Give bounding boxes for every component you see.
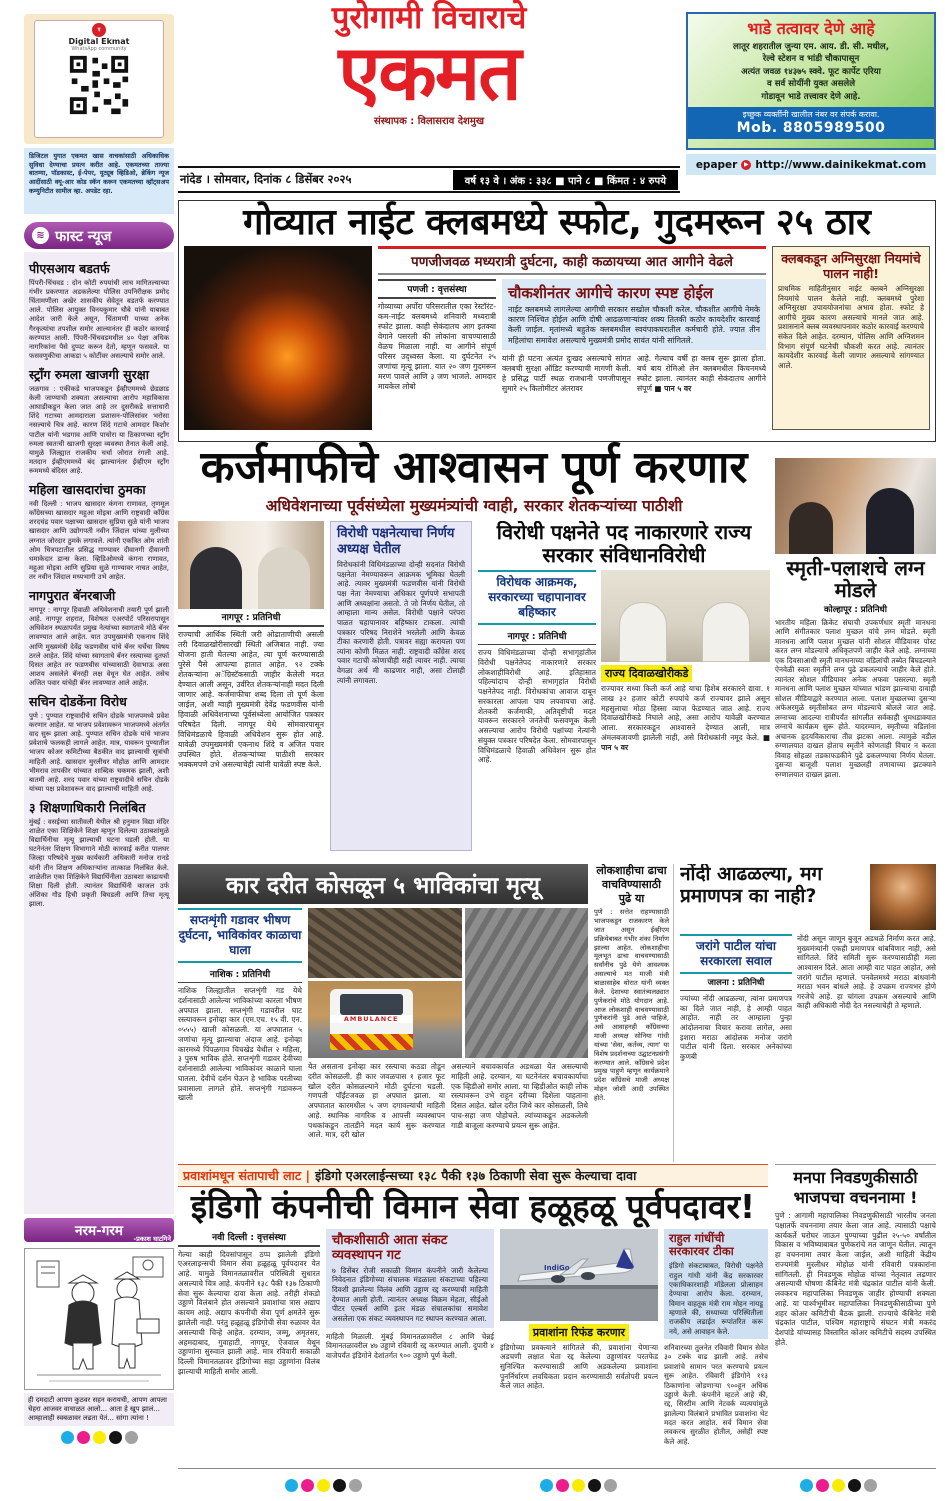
story-smriti-palash <box>775 458 936 862</box>
rahul-gandhi-box <box>664 1229 768 1339</box>
ad-line: रेल्वे स्टेशन व भांडी चौकापासून <box>762 54 860 65</box>
masthead <box>180 2 678 127</box>
karj-body: राज्याची आर्थिक स्थिती जरी ओढाताणीची असली तरी दिवाळखोरीसारखी स्थिती अजिबात नाही. ज्या योजना हाती घेतल्या आहेत, त्या पूर्ण करण्यासाठी पुरेसे पैसे आपल्या हातात आहेत. ९२ टक्के शेतकऱ्यांना अॅग्रिस्टॅकसाठी जाहीर केलेली मदत देण्यात आली असून, उर्वरित शेतकऱ्यांनाही मदत दिली जाणार आहे. कर्जमाफीचा शब्द दिला तो पूर्ण केला जाईल, अशी ग्वाही मुख्यमंत्री देवेंद्र फडणवीस यांनी हिवाळी अधिवेशनाच्या पूर्वसंध्येला आयोजित पत्रकार परिषदेत दिली. नागपूर येथे सोमवारपासून विधिमंडळाचे हिवाळी अधिवेशन सुरू होत आहे. यावेळी उपमुख्यमंत्री एकनाथ शिंदे व अजित पवार उपस्थित होते. शेतकऱ्यांच्या पाठीशी सरकार भक्कमपणे उभे असल्याचेही त्यांनी यावेळी स्पष्ट केले. <box>178 630 324 770</box>
epaper-icon: ▶ <box>741 160 751 170</box>
democracy-headline: लोकशाहीचा ढाचा वाचविण्यासाठी पुढे या <box>596 864 667 905</box>
fast-news-item-title: ३ शिक्षणाधिकारी निलंबित <box>29 800 146 816</box>
cm-dcm-photo <box>178 521 324 609</box>
goa-body-col3 <box>637 354 766 394</box>
democracy-body: पुणे : सत्तेत राहण्यासाठी भाजपकडून राजकारण केले जात असून ईव्हीएम प्रक्रियेबाबत गंभीर शंका निर्माण झाल्या आहेत. लोकशाहीचा मूलभूत ढाचा वाचवण्यासाठी सर्वांनीच पुढे येणे आवश्यक असल्याचे मत माजी मंत्री बाळासाहेब थोरात यांनी व्यक्त केले. देशाच्या स्वातंत्र्यलढ्यात पुणेकरांचे मोठे योगदान आहे. आज लोकशाही वाचवण्यासाठी पुणेकरांनी पुढे आले पाहिजे, असे आवाहनही काँग्रेसच्या माजी अध्यक्ष सोनिया गांधी यांच्या 'सेवा, कर्तव्य, त्याग' या विशेष प्रदर्शनाच्या उद्घाटनप्रसंगी करण्यात आले. काँग्रेसचे प्रदेश प्रमुख पाहुणे म्हणून कार्यक्रमाने प्रदेश काँग्रेसचे माजी अध्यक्ष मोहन जोशी आदी उपस्थित होते. <box>594 908 669 1102</box>
goa-headline: गोव्यात नाईट क्लबमध्ये स्फोट, गुदमरून २५ ठार <box>243 202 871 243</box>
ambulance-van-icon <box>330 989 413 1051</box>
founder-line: संस्थापक : विलासराव देशमुख <box>373 115 485 127</box>
debris-photo <box>465 908 588 1058</box>
cartoon-header <box>24 1218 174 1242</box>
magenta-dot-icon <box>77 1431 90 1444</box>
jarange-dateline: जालना : प्रतिनिधी <box>680 977 792 991</box>
ad-contact-strip <box>688 107 934 139</box>
goa-body-col1: गोव्याच्या अर्पोरा परिसरातील एका रेस्टॉरंट-कम-नाईट क्लबमध्ये शनिवारी मध्यरात्री स्फोट झाला. काही सेकंदातच आग इतक्या वेगाने पसरली की लोकांना वाचण्यासाठी वेळच मिळाला नाही. या आगीने संपूर्ण परिसर उद्ध्वस्त केला. या दुर्घटनेत २५ जणांचा मृत्यू झाला. यात २० जण गुदमरून मरण पावले आणि ३ जण भाजले. आमदार मायकेल लोबो <box>378 301 496 391</box>
jarange-headline: नोंदी आढळल्या, मग प्रमाणपत्र का नाही? <box>680 864 823 907</box>
manapa-headline: मनपा निवडणुकीसाठी भाजपचा वचननामा ! <box>793 1168 918 1207</box>
qr-title: Digital Ekmat <box>68 37 130 46</box>
indigo-body-col4: शनिवारच्या तुलनेत रविवारी विमान सेवेत ३० टक्के वाढ झाली आहे. तसेच प्रवाशांचे सामान परत करण्याचे प्रयत्न सुरू आहेत. रविवारी इंडिगोने ११३ ठिकाणांना जोडणाऱ्या ९००हून अधिक उड्डाणे केली. कंपनीने म्हटले आहे की, रद्द, सिस्टीम आणि नेटवर्क व्यत्ययांमुळे झालेल्या विलंबाने प्रभावित प्रवाशांना थेट मदत करत आहोत. सर्व विमान सेवा लवकरच सुरळीत होतील, असेही स्पष्ट केले आहे. <box>664 1343 768 1446</box>
rahul-box-body: इंडिगो संकटाबाबत, विरोधी पक्षनेते राहुल गांधी यांनी केंद्र सरकारवर एकाधिकारशाही मॉडेलला प्रोत्साहन देण्याचा आरोप केला. दरम्यान, विमान वाहतूक मंत्री राम मोहन नायडू म्हणाले की, सध्याच्या परिस्थितीला राजकीय लढाईत रूपांतरित करू नये, असे आवाहन केले. <box>669 1261 763 1336</box>
fire-safety-box <box>772 246 930 430</box>
press-conference-photo <box>601 570 770 662</box>
digital-ekmat-qr-panel <box>24 14 174 144</box>
qr-code-icon <box>68 54 130 116</box>
fire-safety-body: प्राथमिक माहितीनुसार नाईट क्लबने अग्निसुरक्षा नियमांचे पालन केलेले नाही. क्लबमध्ये पुरेशा अग्निसुरक्षा उपाययोजनांचा अभाव होता. स्फोट हे आगीचे मुख्य कारण असल्याचे मानले जात आहे. प्रशासनाने क्लब व्यवस्थापनावर कठोर कारवाई करण्याचे संकेत दिले आहेत. दरम्यान, पोलिस आणि अग्निशमन विभाग संपूर्ण घटनेची चौकशी करत आहे. त्यानंतर कायदेशीर कारवाई केली जाणार असल्याचे सांगण्यात आले. <box>778 283 924 370</box>
digital-note: डिजिटल युगात एकमत खास वाचकांसाठी अधिकाधिक सुविधा देण्याचा प्रयत्न करीत आहे. एकमतच्या ताज्या बातम्या, पॉडकास्ट, ई-पेपर, यूट्यूब व्हिडिओ, ब्रेकिंग न्यूज आदींसाठी क्यू-आर कोड स्कॅन करून एकमतच्या व्हॉट्सअप कम्युनिटीत सामील व्हा. अपडेट रहा. <box>24 148 174 214</box>
crisis-box-title: चौकशीसाठी आता संकट व्यवस्थापन गट <box>332 1232 448 1264</box>
fast-news-item-body: पिंपरी-चिंचवड : दोन कोटी रुपयांची लाच मागितल्याच्या गंभीर प्रकरणात अडकलेल्या पोलिस उपनिरीक्षक प्रमोद चिंतामणीला अखेर शासकीय सेवेतून बडतर्फ करण्यात आले. पोलिस आयुक्त विनयकुमार चौबे यांनी याबाबत आदेश जारी केले असून, चिंतामणी याच्या अनेक गैरकृत्यांचा तपशील समोर आल्यानंतर ही कठोर कारवाई करण्यात आली. पिंपरी-चिंचवडमधील ४० पेक्षा अधिक नागरिकांना पैसे दुप्पट करून देतो, म्हणून फसवले. या फसवणुकीचा आकडा ५ कोटींवर असल्याचे समोर आले. <box>29 279 169 360</box>
gray-dot-icon <box>864 1479 877 1492</box>
car-body-col2: येत असताना इनोव्हा कार रस्त्याचा कठडा तोडून दरीत कोसळली. ही कार जवळपास १ हजार फूट खोल दरीत कोसळल्याने मोठी दुर्घटना घडली. गणपती पॉईंटजवळ हा अपघात झाला. या अपघातात कारमधील ५ जण दगावल्याची माहिती आहे. स्थानिक नागरिक व आपत्ती व्यवस्थापन पथकांकडून तातडीने मदत कार्य सुरू करण्यात आले. मात्र, दरी खोल <box>308 1062 445 1140</box>
cartoon-caption: ही दमदाटी आपण कुठवर सहन करायची, आपण आपला चेहरा आजवर वाचाळत आलो... आता हे खूप झालं... आम्हालाही स्वबळावर लढता येतं... सांगा त्यांना ! <box>24 1393 174 1426</box>
epaper-label: epaper <box>695 158 738 171</box>
list-item <box>29 587 169 688</box>
fast-news-item-title: स्ट्राँग रुमला खाजगी सुरक्षा <box>29 366 149 382</box>
indigo-body-col1: गेल्या काही दिवसांपासून ठप्प झालेली इंडिगो एअरलाइन्सची विमान सेवा हळूहळू पूर्वपदावर येत आहे. यामुळे विमानतळावरील परिस्थिती सुधारत असल्याचे चित्र आहे. कंपनीने १३८ पैकी १३७ ठिकाणी सेवा सुरू केल्याचा दावा केला आहे. तरीही शेकडो उड्डाणे विलंबाने होत असल्याने प्रवाशांचा त्रास अद्याप कायम आहे. अद्याप कंपनीची सेवा पूर्ण क्षमतेने सुरू झालेली नाही. परंतु हळूहळू इंडिगोची सेवा रुळावर येत असल्याची चिन्हे आहेत. दरम्यान, जम्मू, अमृतसर, अहमदाबाद, गुवाहाटी, नागपूर, ऐजवाल येथून उड्डाणांना सुरुवात झाली आहे. मात्र रविवारी सकाळी दिल्ली विमानतळावर इंडिगोच्या सहा उड्डाणांना विलंब झाल्याची माहिती समोर आली. <box>178 1249 320 1376</box>
yellow-dot-icon <box>93 1431 106 1444</box>
indigo-dateline: नवी दिल्ली : वृत्तसंस्था <box>178 1229 320 1247</box>
opposition-headline: विरोधी पक्षनेते पद नाकारणारे राज्य सरकार संविधानविरोधी <box>496 521 752 567</box>
story-goa-nightclub <box>178 200 936 442</box>
ad-line: व सर्व सोयींनी युक्त असलेले <box>766 79 856 90</box>
color-registration-marks <box>285 1479 362 1492</box>
ad-mobile-number: Mob. 8805989500 <box>736 120 886 137</box>
speaker-decision-box <box>330 521 472 851</box>
cartoon-artist: -प्रकाश घाटगिने <box>133 1235 171 1243</box>
ad-title: भाडे तत्वावर देणे आहे <box>747 19 875 38</box>
strap-rest: इंडिगो एअरलाईन्सच्या १३८ पैकी १३७ ठिकाणी सेवा सुरू केल्याचा दावा <box>315 1168 637 1183</box>
goa-subhead: पणजीजवळ मध्यरात्री दुर्घटना, काही कळायच्या आत आगीने वेढले <box>378 246 766 275</box>
black-dot-icon <box>848 1479 861 1492</box>
goa-dateline: पणजी : वृत्तसंस्था <box>378 279 496 299</box>
qr-subtitle: WhatsApp community <box>71 46 127 52</box>
cyan-dot-icon <box>540 1479 553 1492</box>
valley-photo <box>308 908 462 978</box>
cartoon-image <box>24 1248 174 1390</box>
smriti-dateline: कोल्हापूर : प्रतिनिधी <box>824 604 887 615</box>
bankruptcy-caption: राज्य दिवाळखोरीकडे <box>601 665 692 682</box>
story-indigo-airlines <box>178 1164 768 1462</box>
crisis-box-body: ७ डिसेंबर रोजी सकाळी विमान कंपनीने जारी केलेल्या निवेदनात इंडिगोच्या संचालक मंडळाला संकटाच्या पहिल्या दिवशी झालेल्या विलंब आणि उड्डाण रद्द करण्याची माहिती देण्यात आली होती. त्यानंतर अध्यक्ष विक्रम मेहता, सीईओ पीटर एल्बर्स आणि इतर मंडळ संचालकांचा समावेश असलेला एक संकट व्यवस्थापन गट स्थापन करण्यात आला. <box>332 1265 488 1323</box>
ad-line: गोडावून भाडे तत्त्वावर देणे आहे. <box>761 91 861 102</box>
yellow-dot-icon <box>572 1479 585 1492</box>
opposition-body2-text: राज्यावर सध्या किती कर्ज आहे याचा हिशेब सरकारने द्यावा. १ लाख ३२ हजार कोटी रुपयांचे कर्ज राज्यावर झाले असून महसुलाचा मोठा हिस्सा व्याज फेडण्यात जात आहे. राज्य दिवाळखोरीकडे निघाले आहे, असा आरोप यावेळी करण्यात आला. सरकारकडून आश्वासने देण्यात आली, मात्र अंमलबजावणी झालेली नाही, असे विरोधकांनी नमूद केले. <box>601 684 770 742</box>
cyan-dot-icon <box>285 1479 298 1492</box>
goa-col3-text: आहे. गेल्याच वर्षी हा क्लब सुरू झाला होता. बर्च बाय रोमिओ लेन क्लबमधील किचनमध्ये स्फोट झाला. त्यानंतर काही सेकंदातच आगीने संपूर्ण <box>637 354 766 394</box>
speaker-box-body: विरोधकांनी विधिमंडळाच्या दोन्ही सदनांत विरोधी पक्षनेता नेमण्यावरून आक्रमक भूमिका घेतली आहे. त्यावर मुख्यमंत्री फडणवीस यांनी विरोधी पक्ष नेता नेमण्याचा अधिकार पूर्णपणे सभापती आणि अध्यक्षांना असतो. ते जो निर्णय घेतील, तो आम्हाला मान्य असेल. विरोधी पक्षाने परंपरा पाळत चहापानावर बहिष्कार टाकला. त्यांची पत्रकार परिषद निराशेने भरलेली आणि केवळ टीका करणारी होती. पत्रावर सह्या करायला पण त्यांना कोणी मिळत नाही. राष्ट्रवादी काँग्रेस शरद पवार गटाची कोणाचीही सही त्यावर नाही. त्याचा वेगळा अर्थ मी काढणार नाही, असा टोलाही त्यांनी लगावला. <box>337 560 465 685</box>
opposition-body2 <box>601 684 770 753</box>
continued-on-page-5: ■ पान ५ वर <box>601 732 770 752</box>
fast-news-sidebar <box>24 222 174 1444</box>
inquiry-box-title: चौकशीनंतर आगीचे कारण स्पष्ट होईल <box>508 283 713 302</box>
opposition-body1: राज्य विधिमंडळाच्या दोन्ही सभागृहांतील विरोधी पक्षनेतेपद नाकारणारे सरकार लोकशाहीविरोधी आहे. इतिहासात पहिल्यांदाच दोन्ही सभागृहांत विरोधी पक्षनेतेपद नाही. विरोधकांचा आवाज दाबून सरकारला आपला पाय लपवायचा आहे. शेतकरी कर्जमाफी, अतिवृष्टीची मदत यावरून सरकारने जनतेची फसवणूक केली असल्याचा आरोप विरोधी पक्षांच्या नेत्यांनी संयुक्त पत्रकार परिषदेत केला. सोमवारपासून विधिमंडळाचे हिवाळी अधिवेशन सुरू होत आहे. <box>478 648 596 765</box>
fire-safety-title: क्लबकडून अग्निसुरक्षा नियमांचे पालन नाही! <box>781 250 921 281</box>
yellow-dot-icon <box>832 1479 845 1492</box>
magenta-dot-icon <box>816 1479 829 1492</box>
magenta-dot-icon <box>556 1479 569 1492</box>
magenta-dot-icon <box>301 1479 314 1492</box>
karj-headline: कर्जमाफीचे आश्वासन पूर्ण करणार <box>200 442 748 493</box>
fast-news-item-title: सचिन दोडकेंना विरोध <box>29 694 127 710</box>
ambulance-photo <box>308 981 462 1058</box>
jarange-subhead: जरांगे पाटील यांचा सरकारला सवाल <box>680 934 792 974</box>
refund-body: इंडिगोच्या प्रवक्त्याने सांगितले की, प्रवाशांना येणाऱ्या अडचणी लक्षात घेता रद्द केलेल्या उड्डाणांवर परतफेड सुनिश्चित करण्यासाठी आणि अडकलेल्या प्रवाशांना पुनर्निर्धारण लवचिकता प्रदान करण्यासाठी सर्वतोपरी प्रयत्न केले जात आहेत. <box>500 1342 658 1391</box>
indigo-body-below-box: माहिती मिळाली. मुंबई विमानतळावरील ८ आणि चेन्नई विमानतळावरील ४७ उड्डाणे रविवारी रद्द करण्यात आली. दुपारी ४ वाजेपर्यंत इंडिगोने देशांतर्गत ९०० उड्डाणे पूर्ण केली. <box>326 1331 494 1360</box>
fast-news-item-title: महिला खासदारांचा ठुमका <box>29 482 146 498</box>
manapa-body: पुणे : आगामी महापालिका निवडणुकीसाठी भारतीय जनता पक्षातर्फे वचननामा तयार केला जात आहे. त्यासाठी पक्षाचे कार्यकर्ते घरोघर जाऊन पुण्याच्या पुढील २५-५० वर्षांतील विकास व भविष्याबाबत पुणेकरांचे मत जाणून घेतील. त्यातून हा वचननामा तयार केला जाईल, अशी माहिती केंद्रीय राज्यमंत्री मुरलीधर मोहोळ यांनी रविवारी पत्रकारांना सांगितली. ही निवडणूक मोहोळ यांच्या नेतृत्वात लढणार असल्याची घोषणा कॅबिनेट मंत्री चंद्रकांत पाटील यांनी केली. लवकरच महापालिका निवडणूक जाहीर होण्याची शक्यता आहे. या पार्श्वभूमीवर महापालिका निवडणुकीसाठीच्या पुणे शहर कोअर कमिटीची बैठक झाली. राज्याचे कॅबिनेट मंत्री चंद्रकांत पाटील, पश्चिम महाराष्ट्राचे संघटन मंत्री मकरंद देशपांडे यांच्यासह विस्तारित कोअर कमिटीचे सदस्य उपस्थित होते. <box>775 1211 936 1347</box>
ad-line: लातूर शहरातील जुन्या एम. आय. डी. सी. मधील, <box>733 42 889 52</box>
gray-dot-icon <box>125 1431 138 1444</box>
refund-caption: प्रवाशांना रिफंड करणार <box>529 1324 629 1341</box>
qr-card <box>34 20 164 138</box>
smriti-headline: स्मृती-पलाशचे लग्न मोडले <box>786 556 925 603</box>
list-item <box>29 799 169 909</box>
list-item <box>29 260 169 361</box>
karj-dateline: नागपूर : प्रतिनिधी <box>178 609 324 627</box>
svg-text:IndiGo: IndiGo <box>544 1263 570 1272</box>
story-democracy <box>594 864 674 1162</box>
opposition-dateline: नागपूर : प्रतिनिधी <box>478 628 596 645</box>
ad-body <box>688 41 934 103</box>
car-dateline: नाशिक : प्रतिनिधी <box>178 966 302 983</box>
jarange-patil-photo <box>870 864 936 930</box>
car-headline: कार दरीत कोसळून ५ भाविकांचा मृत्यू <box>178 864 588 904</box>
strap-lead: प्रवाशांमधून संतापाची लाट | <box>183 1168 311 1183</box>
cyan-dot-icon <box>800 1479 813 1492</box>
inquiry-box-body: नाईट क्लबमध्ये लागलेल्या आगीची सरकार सखोल चौकशी करेल. चौकशीत आगीचे नेमके कारण निश्चित होईल आणि दोषी आढळणाऱ्यांवर शक्य तितकी कठोर कायदेशीर कारवाई केली जाईल. मृतांमध्ये बहुतेक क्लबमधील स्वयंपाकघरातील कर्मचारी होते. ज्यात तीन महिलांचा समावेश असल्याचे मुख्यमंत्री प्रमोद सावंत यांनी सांगितले. <box>508 304 760 345</box>
ad-line: अत्यंत जवळ १४३७५ स्क्वे. फूट कार्पेट एरिया <box>741 66 881 77</box>
masthead-tagline: पुरोगामी विचाराचे <box>331 0 527 36</box>
story-car-accident <box>178 864 588 1162</box>
issue-info: वर्ष १३ वे । अंक : ३३८ ■ पाने ८ ■ किंमत : ४ रुपये <box>453 170 678 190</box>
yellow-dot-icon <box>317 1479 330 1492</box>
color-registration-marks <box>540 1479 617 1492</box>
ambulance-label: AMBULANCE <box>330 1015 413 1023</box>
story-jarange-patil <box>680 864 936 1162</box>
couple-photo <box>775 458 936 554</box>
accident-photos <box>308 908 588 1058</box>
chevron-down-icon: ≋ <box>32 227 49 244</box>
newspaper-logo: एकमत <box>338 27 520 117</box>
fast-news-item-body: नवी दिल्ली : भाजप खासदार कंगना राणावत, तृणमूल काँग्रेसच्या खासदार महुआ मोइत्रा आणि राष्ट्रवादी काँग्रेस शरदचंद्र पवार पक्षाच्या खासदार सुप्रिया सुळे यांनी भाजप खासदार आणि उद्योगपती नवीन जिंदाल यांच्या मुलीच्या लग्नात जोरदार ठुमके लगावले. त्यांनी एकत्रित ओम शांती ओम चित्रपटातील प्रसिद्ध गाण्यावर दीवानगी दीवानगी धमाकेदार डान्स केला. व्हिडिओमध्ये कंगना राणावत, महुआ मोइत्रा आणि सुप्रिया सुळे गाण्यावर नाचत आहेत, तर नवीन जिंदाल मध्यभागी उभे आहेत. <box>29 500 169 581</box>
ad-contact-note: इच्छुक व्यक्तींनी खालील नंबर वर संपर्क करावा. <box>742 110 880 120</box>
cartoon-title: नरम-गरम <box>75 1223 123 1239</box>
car-subhead: सप्तशृंगी गडावर भीषण दुर्घटना, भाविकांवर काळाचा घाला <box>178 908 302 963</box>
fast-news-item-title: नागपुरात बॅनरबाजी <box>29 588 116 604</box>
story-opposition <box>478 521 770 851</box>
fast-news-item-body: जळगाव : एकीकडे भाजपकडून ईव्हीएममध्ये छेडछाड केली जाण्याची शक्यता असल्याचा आरोप महाविकास आघाडीकडून केला जात आहे तर दुसरीकडे सत्ताधारी शिंदे गटाच्या आमदाराला प्रशासन-पोलिसांवर भरोसा नसल्याचे चित्र आहे. कारण शिंदे गटाचे आमदार किशोर पाटील यांनी भडगाव आणि पाचोरा या ठिकाणच्या स्ट्राँग रुमला स्वतःची खाजगी सुरक्षा व्यवस्था तैनात केली आहे. यामुळे जिल्ह्यात राजकीय चर्चा जोरात रंगली आहे. मतदान ईव्हीएममध्ये बंद झाल्यानंतर ईव्हीएम स्ट्राँग रूममध्ये बंदिस्त आहे. <box>29 384 169 475</box>
fast-news-item-body: नागपूर : नागपूर हिवाळी अधिवेशनाची तयारी पूर्ण झाली आहे. नागपूर शहरात, विशेषतः एअरपोर्ट परिसरापासून अधिवेशन स्थळापर्यंत प्रमुख नेत्यांच्या स्वागताचे मोठे बॅनर लावण्यात आले आहेत. यात उपमुख्यमंत्री एकनाथ शिंदे आणि मुख्यमंत्री देवेंद्र फडणवीस यांचे बॅनर चर्चेचा विषय ठरले आहेत. शिंदे यांच्या स्वागताचे बॅनर रस्त्याच्या दुतर्फा दिसत आहेत तर फडणवीस यांच्यासाठी देवाभाऊ असा आशय असलेले बॅनरही लक्ष वेधून घेत आहेत. तसेच अजित पवार यांचेही बॅनर लावण्यात आले आहेत. <box>29 606 169 687</box>
car-body-col1: नाशिक जिल्ह्यातील सप्तशृंगी गड येथे दर्शनासाठी आलेल्या भाविकांच्या कारला भीषण अपघात झाला. सप्तशृंगी गडावरील घाट रस्त्यावरून इनोव्हा कार (एम.एच. १५ वी. एन. ०५५५) खाली कोसळली. या अपघातात ५ जणांचा मृत्यू झाल्याचा अंदाज आहे. इनोव्हा कारमध्ये पिंपळगाव चिचखेड येथील २ महिला, ३ पुरुष भाविक होते. सप्तशृंगी गडावर देवीच्या दर्शनासाठी आलेल्या भाविकांवर काळाने घाला घातला. देवीचे दर्शन घेऊन हे भाविक परतीच्या प्रवासाला लागले होते. सप्तशृंगी गडावरून खाली <box>178 986 302 1103</box>
list-item <box>29 366 169 476</box>
fast-news-list <box>24 252 174 1214</box>
list-item <box>29 693 169 794</box>
rental-advertisement <box>686 12 936 150</box>
goa-body-col2: यांनी ही घटना अत्यंत दुःखद असल्याचे सांगत क्लबची सुरक्षा ऑडिट करण्याची मागणी केली. हे प्रसिद्ध पार्टी स्थळ राजधानी पणजीपासून सुमारे २५ किलोमीटर अंतरावर <box>502 354 631 394</box>
indigo-strap <box>178 1164 768 1187</box>
fast-news-item-body: मुंबई : वसईच्या सातीवली येथील श्री हनुमान विद्या मंदिर शाळेत एका शिक्षिकेने शिक्षा म्हणून दिलेल्या उठाबशांमुळे विद्यार्थिनीचा मृत्यू झाल्याची घटना घडली होती. या घटनेनंतर शिक्षण विभागाने मोठी कारवाई करीत पालघर जिल्हा परिषदेचे मुख्य कार्यकारी अधिकारी मनोज रानडे यांनी तीन शिक्षण अधिकाऱ्यांना तात्काळ निलंबित केले. शाळेतील एका शिक्षिकेने विद्यार्थिनीला उठाबशा काढायची शिक्षा दिली होती. त्यानंतर विद्यार्थिनी काजल उर्फ अंशिका गौड हिची प्रकृती बिघडली आणि तिचा मृत्यू झाला. <box>29 818 169 909</box>
bottom-rule <box>178 1468 936 1469</box>
fast-news-header <box>24 222 174 249</box>
black-dot-icon <box>333 1479 346 1492</box>
inquiry-box <box>502 279 766 350</box>
date-strip <box>178 166 680 193</box>
edition-dateline: नांदेड । सोमवार, दिनांक ८ डिसेंबर २०२५ <box>180 172 352 186</box>
speaker-box-title: विरोधी पक्षनेत्याचा निर्णय अध्यक्ष घेतील <box>337 526 455 557</box>
fast-news-title: फास्ट न्यूज <box>55 228 112 245</box>
smriti-body: भारतीय महिला क्रिकेट संघाची उपकर्णधार स्मृती मानधना आणि संगीतकार पलाश मुच्छल यांचे लग्न मोडले. स्मृती मानधना आणि पलाश मुच्छल यांनी सोशल मीडियावर पोस्ट करत लग्न मोडल्याचे अधिकृतपणे जाहीर केले आहे. लग्नाच्या एक दिवसाआधी स्मृती मानधनाच्या वडिलांची तब्येत बिघडल्याने ऐनवेळी स्वतः स्मृतीने लग्न पुढे ढकलल्याचे जाहीर केले होते. त्यानंतर सोशल मीडियावर अनेक अफवा पसरल्या. स्मृती मानधना आणि पलाश मुच्छल यांच्यात भांडण झाल्याचा दावाही सोशल मीडियाद्वारे करण्यात आला. पलाश मुच्छलच्या दुसऱ्या अफेअरमुळे स्मृतीसोबत लग्न मोडल्याचे बोलले जात आहे. लग्नाच्या आदल्या रात्रीपर्यंत सांगलीत सर्वकाही धुमधडाक्यात लग्नाचे कार्यक्रम सुरू होते. यादरम्यान, स्मृतीच्या वडिलांना अचानक हृदयविकाराचा तीव्र झटका आला. त्यामुळे वडील रुग्णालयात दाखल होताच स्मृतीने कोणताही विचार न करता विवाह सोहळा तडकाफडकीने पुढे ढकलण्याचा निर्णय घेतला. दुसऱ्या बाजूशी पलाश मुच्छलही तणावाच्या झटक्याने रुग्णालयात दाखल झाला. <box>775 617 936 779</box>
cartoon-drawing-icon <box>25 1249 173 1389</box>
gray-dot-icon <box>349 1479 362 1492</box>
opposition-subhead: विरोधक आक्रमक, सरकारच्या चहापानावर बहिष्कार <box>478 570 596 625</box>
crisis-group-box <box>326 1229 494 1328</box>
jarange-body-col2: नोंदी असून जाणून बुजून अडथळे निर्माण करत आहे. मुख्यमंत्र्यांनी एकही प्रमाणपत्र थांबविणार नाही, असे सांगितले. शिंदे समिती सुरू करण्यासाठीही मला आश्वासन दिले. आता आम्ही वाट पाहत आहोत, असे जरांगे पाटील म्हणाले. पनवेलमध्ये मराठा बांधवांनी मराठा भवन बांधले आहे. हे उपक्रम राज्यभर होणे गरजेचे आहे. हा चांगला उपक्रम असल्याचे आणि काही अधिकारी नोंदी देत नसल्याचेही ते म्हणाले. <box>797 934 936 1011</box>
airplane-photo <box>500 1229 658 1321</box>
gray-dot-icon <box>604 1479 617 1492</box>
black-dot-icon <box>109 1431 122 1444</box>
epaper-url[interactable]: http://www.dainikekmat.com <box>755 158 927 171</box>
fast-news-item-body: पुणे : पुण्यात राष्ट्रवादीचे सचिन दोडके भाजपमध्ये प्रवेश करणार आहेत. या भाजप प्रवेशावरून भाजपमध्ये अंतर्गत वाद सुरू झाला आहे. पुण्यात सचिन दोडके यांचे भाजप प्रवेशाचे फलकही लागले आहेत. मात्र, यावरून पुण्यातील भाजप कोअर कमिटीच्या बैठकीत वाद झाल्याची सूत्रांची माहिती आहे. खासदार मुरलीधर मोहोळ आणि आमदार भीमराव तापकीर यांच्यात शाब्दिक चकमक झाली, अशी बातमी आहे. शरद पवार यांच्या राष्ट्रवादीचे सचिन दोडके यांच्या पक्ष प्रवेशावरून वाद झाल्याची माहिती आहे. <box>29 712 169 793</box>
epaper-strip <box>686 154 936 175</box>
fire-photo <box>184 246 372 430</box>
list-item <box>29 481 169 582</box>
fast-news-item-title: पीएसआय बडतर्फ <box>29 261 110 276</box>
karj-subhead: अधिवेशनाच्या पूर्वसंध्येला मुख्यमंत्र्यांची ग्वाही, सरकार शेतकऱ्यांच्या पाठीशी <box>265 497 683 515</box>
car-body-col3: असल्याने बचावकार्यात अडथळा येत असल्याची माहिती आहे. दरम्यान, या घटनेनंतर बचावकार्याचा एक व्हिडीओ समोर आला. या व्हिडीओत काही लोक रस्त्यावरून उभे राहून दरीच्या दिशेला पाहताना दिसत आहेत. खोल दरीत जिथे कार कोसळली, तिथे पाच-सहा जण पोहोचले. त्यांच्याकडून अडकलेली गाडी बाजूला करण्याचे प्रयत्न सुरू आहेत. <box>451 1062 588 1130</box>
ekmat-mini-logo-icon: ए <box>92 23 106 37</box>
color-registration-marks <box>24 1431 174 1444</box>
continued-on-page-5: ■ पान ५ वर <box>654 384 692 394</box>
jarange-body-col1: ज्यांच्या नोंदी आढळल्या, त्यांना प्रमाणपत्र का दिले जात नाही, हे आम्ही पाहत आहोत. नाही तर आम्हाला पुन्हा आंदोलनाचा विचार करावा लागेल, असा इशारा मराठा आंदोलक मनोज जरांगे पाटील यांनी दिला. सरकार अनेकांच्या कुणबी <box>680 994 792 1061</box>
color-registration-marks <box>800 1479 877 1492</box>
black-dot-icon <box>588 1479 601 1492</box>
rahul-box-title: राहुल गांधींची सरकारवर टीका <box>669 1230 734 1259</box>
story-bjp-manifesto <box>775 1164 936 1454</box>
story-loan-waiver <box>178 442 770 862</box>
indigo-headline: इंडिगो कंपनीची विमान सेवा हळूहळू पूर्वपदावर! <box>190 1187 756 1226</box>
cyan-dot-icon <box>61 1431 74 1444</box>
